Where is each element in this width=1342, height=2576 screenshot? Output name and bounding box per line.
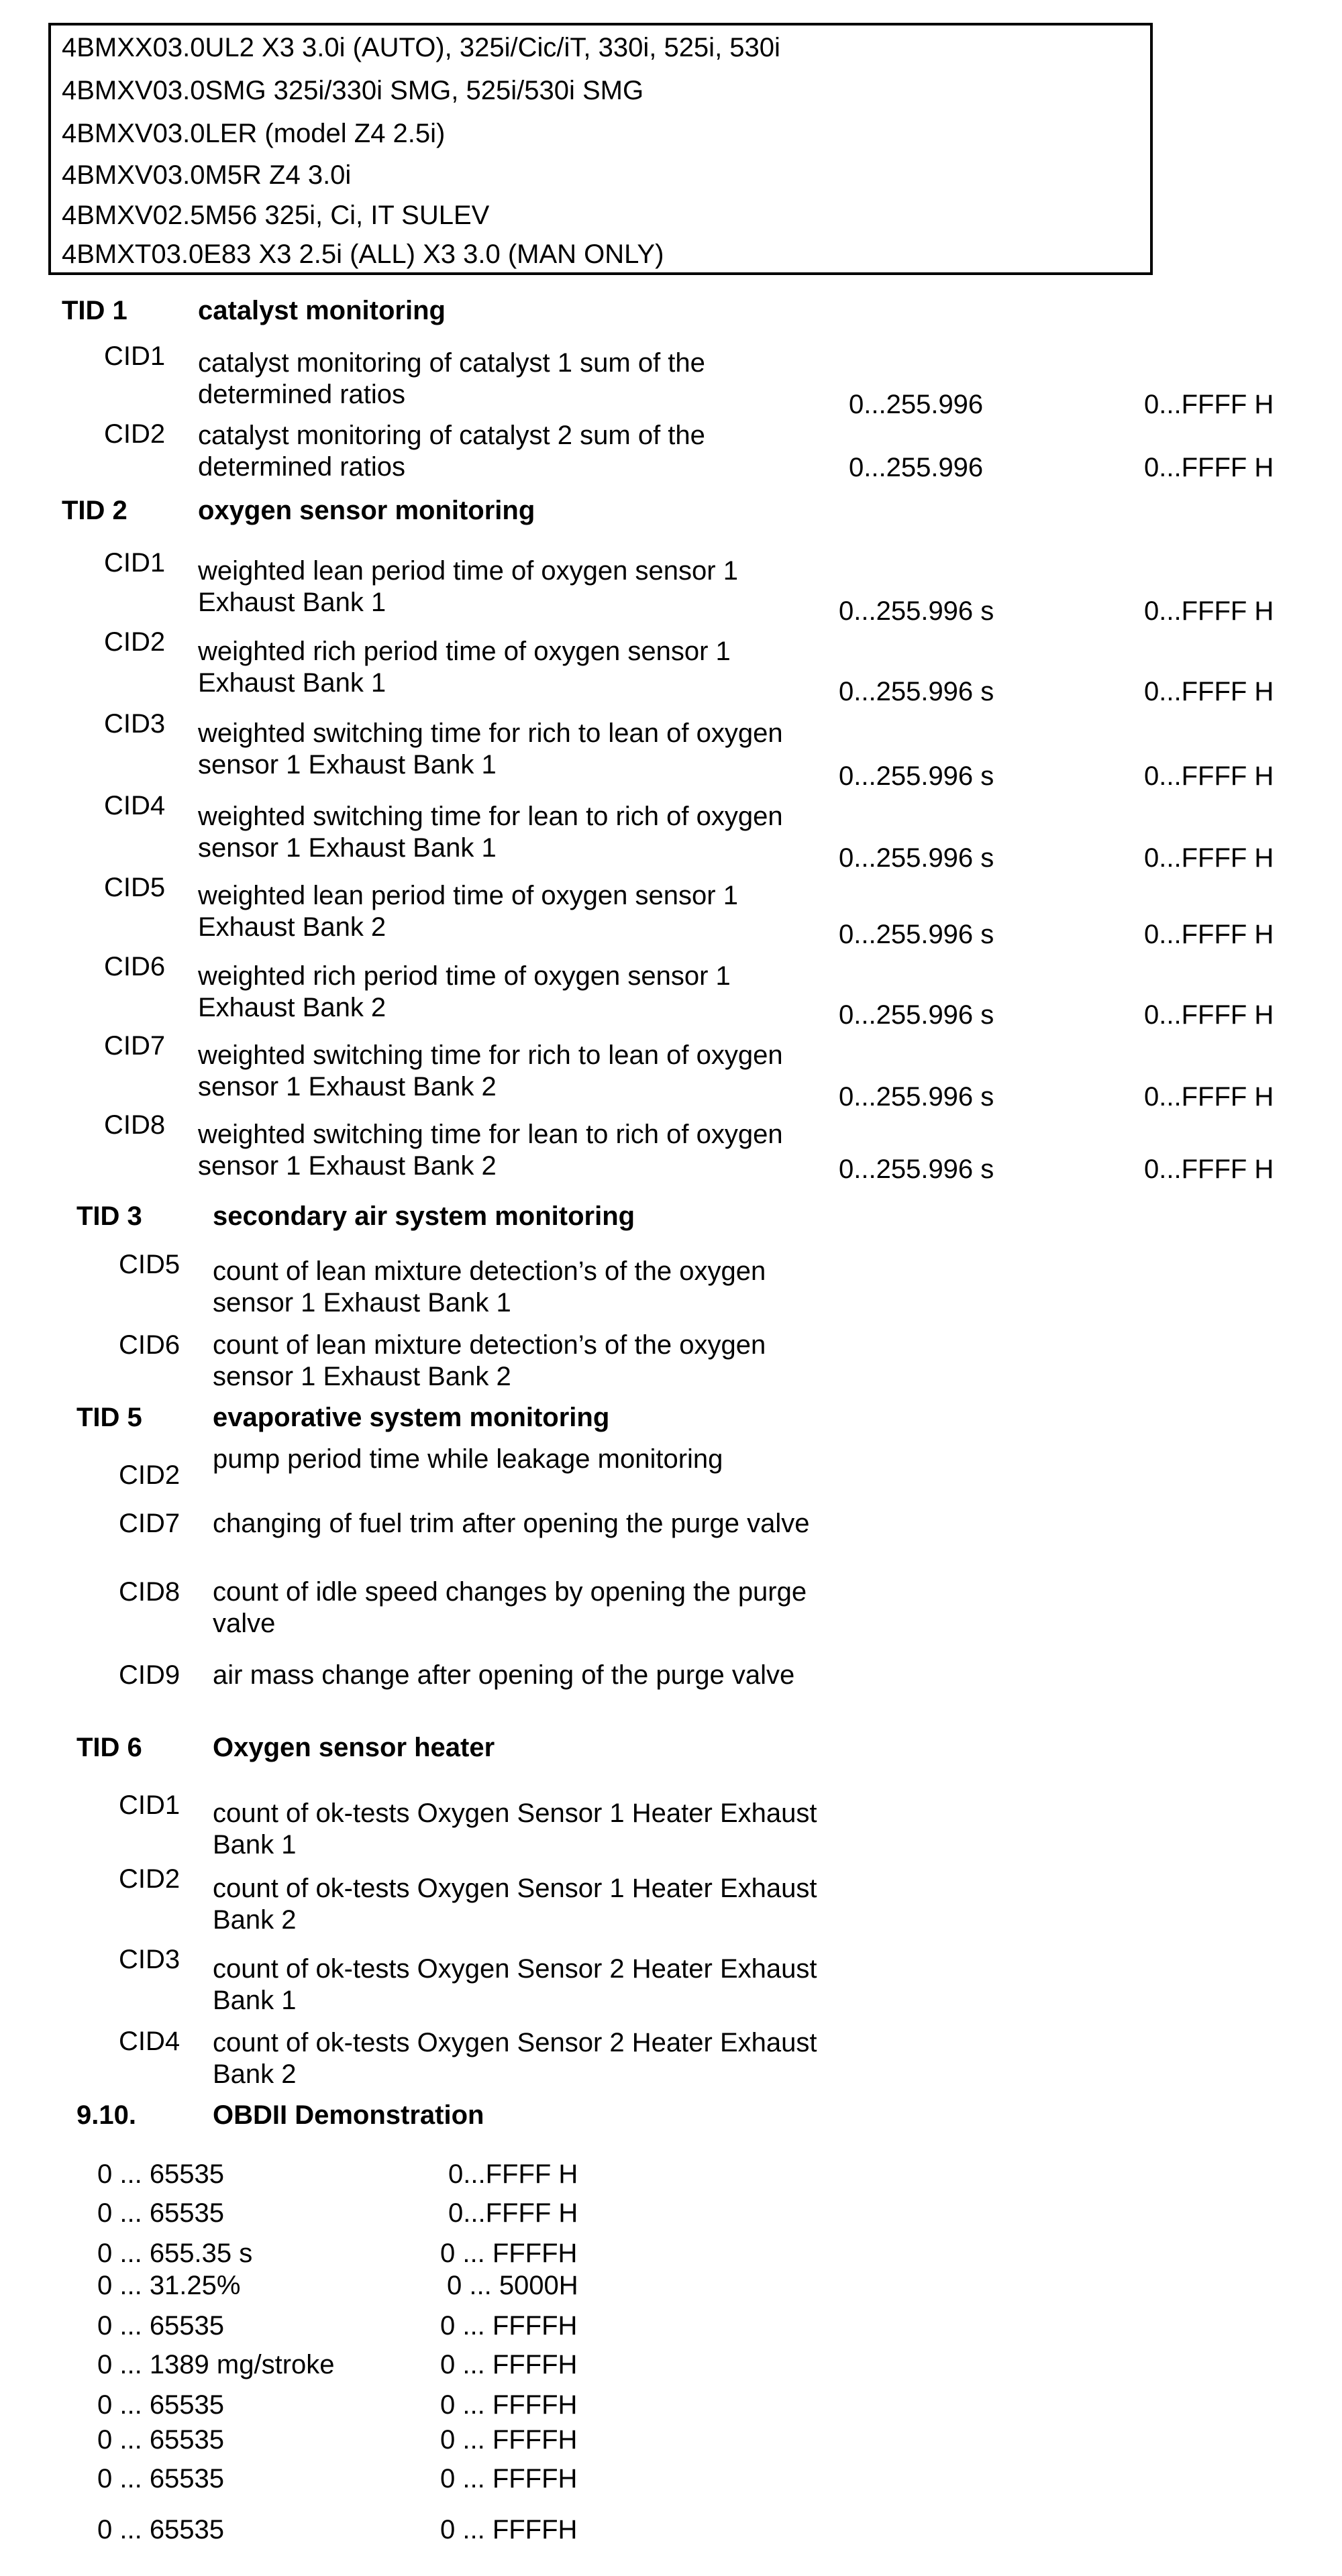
range-hex: 0...FFFF H — [448, 2159, 578, 2189]
range-hex: 0...FFFF H — [448, 2198, 578, 2228]
cid-label: CID3 — [104, 709, 166, 739]
range-hex: 0 ... FFFFH — [440, 2311, 578, 2341]
cid-label: CID4 — [104, 791, 166, 820]
cid-label: CID2 — [119, 1864, 180, 1894]
cid-description: weighted switching time for rich to lean of oxygen sensor 1 Exhaust Bank 2 — [198, 1040, 783, 1102]
tid3-title: secondary air system monitoring — [213, 1201, 635, 1231]
cid-label: CID8 — [119, 1577, 180, 1607]
model-line: 4BMXV03.0M5R Z4 3.0i — [62, 160, 352, 190]
cid-label: CID9 — [119, 1660, 180, 1690]
cid-label: CID3 — [119, 1945, 180, 1974]
range-value: 0 ... 65535 — [97, 2390, 225, 2420]
hex-range: 0...FFFF H — [1144, 1000, 1274, 1030]
cid-label: CID2 — [119, 1460, 180, 1490]
tid1-label: TID 1 — [62, 296, 127, 325]
range-hex: 0 ... FFFFH — [440, 2515, 578, 2544]
range-value: 0 ... 65535 — [97, 2159, 225, 2189]
value-range: 0...255.996 s — [839, 596, 994, 626]
range-value: 0 ... 65535 — [97, 2515, 225, 2544]
tid5-title: evaporative system monitoring — [213, 1403, 610, 1432]
cid-description: weighted rich period time of oxygen sensor 1 Exhaust Bank 1 — [198, 637, 731, 698]
value-range: 0...255.996 s — [839, 761, 994, 791]
range-value: 0 ... 31.25% — [97, 2271, 241, 2300]
cid-description: count of ok-tests Oxygen Sensor 1 Heater Exhaust Bank 2 — [213, 1874, 817, 1935]
cid-description: catalyst monitoring of catalyst 2 sum of the determined ratios — [198, 421, 705, 482]
range-value: 0 ... 65535 — [97, 2198, 225, 2228]
range-hex: 0 ... FFFFH — [440, 2464, 578, 2493]
cid-description: count of ok-tests Oxygen Sensor 1 Heater Exhaust Bank 1 — [213, 1799, 817, 1860]
value-range: 0...255.996 — [849, 453, 984, 482]
tid6-title: Oxygen sensor heater — [213, 1733, 495, 1762]
hex-range: 0...FFFF H — [1144, 843, 1274, 873]
cid-label: CID5 — [104, 873, 166, 902]
model-line: 4BMXV03.0LER (model Z4 2.5i) — [62, 119, 446, 148]
section-number: 9.10. — [76, 2100, 136, 2130]
cid-label: CID1 — [119, 1790, 180, 1820]
cid-label: CID7 — [104, 1031, 166, 1061]
cid-description: weighted rich period time of oxygen sensor 1 Exhaust Bank 2 — [198, 961, 731, 1022]
value-range: 0...255.996 s — [839, 677, 994, 706]
cid-description: weighted lean period time of oxygen sensor 1 Exhaust Bank 1 — [198, 556, 738, 617]
tid2-label: TID 2 — [62, 496, 127, 525]
range-hex: 0 ... 5000H — [447, 2271, 578, 2300]
cid-description: count of lean mixture detection’s of the oxygen sensor 1 Exhaust Bank 2 — [213, 1330, 766, 1391]
range-value: 0 ... 655.35 s — [97, 2239, 253, 2268]
cid-description: catalyst monitoring of catalyst 1 sum of the determined ratios — [198, 348, 705, 409]
hex-range: 0...FFFF H — [1144, 390, 1274, 419]
cid-description: pump period time while leakage monitoring — [213, 1444, 723, 1474]
cid-description: count of idle speed changes by opening the purge valve — [213, 1577, 807, 1638]
hex-range: 0...FFFF H — [1144, 761, 1274, 791]
model-line: 4BMXV03.0SMG 325i/330i SMG, 525i/530i SMG — [62, 76, 644, 105]
cid-label: CID1 — [104, 341, 166, 371]
cid-label: CID6 — [119, 1330, 180, 1360]
section-title: OBDII Demonstration — [213, 2100, 484, 2130]
model-line: 4BMXV02.5M56 325i, Ci, IT SULEV — [62, 201, 490, 230]
range-hex: 0 ... FFFFH — [440, 2390, 578, 2420]
cid-description: weighted lean period time of oxygen sensor 1 Exhaust Bank 2 — [198, 881, 738, 942]
cid-description: count of ok-tests Oxygen Sensor 2 Heater Exhaust Bank 2 — [213, 2028, 817, 2089]
cid-label: CID2 — [104, 419, 166, 449]
range-value: 0 ... 65535 — [97, 2464, 225, 2493]
cid-label: CID6 — [104, 952, 166, 981]
value-range: 0...255.996 s — [839, 1000, 994, 1030]
tid3-label: TID 3 — [76, 1201, 142, 1231]
cid-description: air mass change after opening of the purge valve — [213, 1660, 795, 1690]
cid-label: CID4 — [119, 2027, 180, 2056]
cid-description: count of ok-tests Oxygen Sensor 2 Heater Exhaust Bank 1 — [213, 1954, 817, 2015]
cid-label: CID1 — [104, 548, 166, 578]
value-range: 0...255.996 s — [839, 920, 994, 949]
hex-range: 0...FFFF H — [1144, 920, 1274, 949]
hex-range: 0...FFFF H — [1144, 453, 1274, 482]
cid-label: CID8 — [104, 1110, 166, 1140]
hex-range: 0...FFFF H — [1144, 677, 1274, 706]
cid-label: CID7 — [119, 1509, 180, 1538]
value-range: 0...255.996 s — [839, 1082, 994, 1112]
cid-description: weighted switching time for rich to lean of oxygen sensor 1 Exhaust Bank 1 — [198, 718, 783, 780]
cid-description: weighted switching time for lean to rich of oxygen sensor 1 Exhaust Bank 2 — [198, 1120, 783, 1181]
tid6-label: TID 6 — [76, 1733, 142, 1762]
range-hex: 0 ... FFFFH — [440, 2425, 578, 2455]
hex-range: 0...FFFF H — [1144, 1082, 1274, 1112]
cid-description: weighted switching time for lean to rich of oxygen sensor 1 Exhaust Bank 1 — [198, 802, 783, 863]
value-range: 0...255.996 s — [839, 1155, 994, 1184]
tid5-label: TID 5 — [76, 1403, 142, 1432]
cid-description: count of lean mixture detection’s of the oxygen sensor 1 Exhaust Bank 1 — [213, 1256, 766, 1318]
range-value: 0 ... 65535 — [97, 2425, 225, 2455]
range-hex: 0 ... FFFFH — [440, 2350, 578, 2379]
cid-label: CID5 — [119, 1250, 180, 1279]
value-range: 0...255.996 — [849, 390, 984, 419]
model-line: 4BMXT03.0E83 X3 2.5i (ALL) X3 3.0 (MAN ONLY) — [62, 239, 664, 269]
range-value: 0 ... 1389 mg/stroke — [97, 2350, 335, 2379]
value-range: 0...255.996 s — [839, 843, 994, 873]
cid-description: changing of fuel trim after opening the purge valve — [213, 1509, 810, 1538]
tid1-title: catalyst monitoring — [198, 296, 446, 325]
cid-label: CID2 — [104, 627, 166, 657]
range-value: 0 ... 65535 — [97, 2311, 225, 2341]
hex-range: 0...FFFF H — [1144, 596, 1274, 626]
hex-range: 0...FFFF H — [1144, 1155, 1274, 1184]
model-line: 4BMXX03.0UL2 X3 3.0i (AUTO), 325i/Cic/iT, 330i, 525i, 530i — [62, 33, 780, 62]
range-hex: 0 ... FFFFH — [440, 2239, 578, 2268]
tid2-title: oxygen sensor monitoring — [198, 496, 535, 525]
